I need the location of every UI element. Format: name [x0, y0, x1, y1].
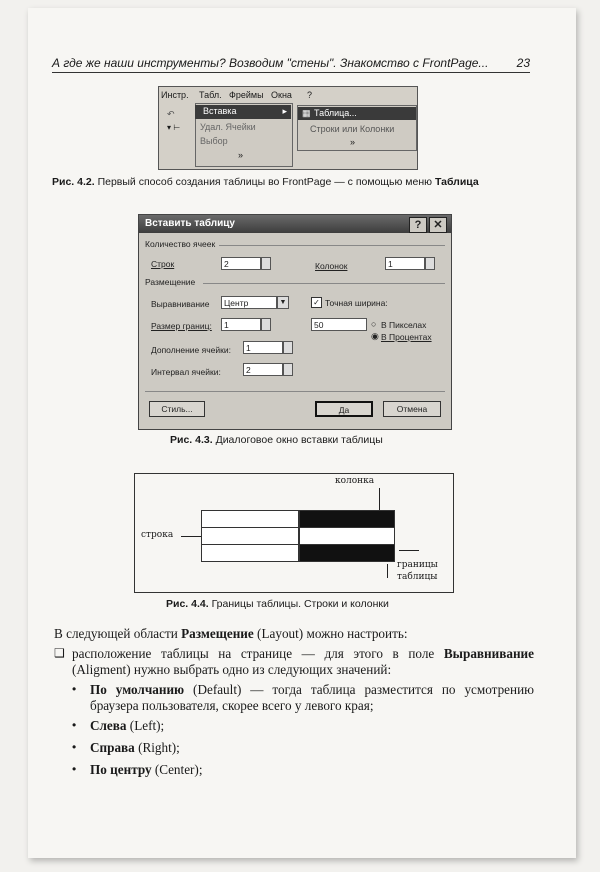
borders-label-1: границы — [397, 560, 438, 570]
fig43-caption-label: Рис. 4.3. — [170, 434, 213, 446]
fig44-caption-text: Границы таблицы. Строки и колонки — [211, 598, 389, 610]
menu-tools[interactable]: Инстр. — [161, 90, 189, 100]
submenu-item-table[interactable] — [298, 107, 416, 120]
chevron-down-icon[interactable]: ▼ — [277, 296, 289, 309]
fig42-menu-screenshot — [158, 86, 418, 170]
table-cell — [299, 544, 395, 562]
fig44-caption-label: Рис. 4.4. — [166, 598, 209, 610]
dialog-title: Вставить таблицу — [145, 218, 235, 229]
list-bold: Справа — [90, 740, 135, 755]
list-text: браузера пользователя, скорее всего у левого края; — [90, 698, 374, 713]
insert-submenu — [297, 105, 417, 151]
spacing-input[interactable]: 2 — [243, 363, 283, 376]
insert-table-dialog — [138, 214, 452, 430]
width-input[interactable]: 50 — [311, 318, 367, 331]
submenu-arrow-icon: ▸ — [282, 106, 287, 116]
cols-input[interactable]: 1 — [385, 257, 425, 270]
radio-pct[interactable]: ◉ — [371, 331, 379, 341]
fig43-caption-text: Диалоговое окно вставки таблицы — [215, 434, 383, 446]
list-bold: Выравнивание — [443, 646, 534, 661]
fig44-caption — [166, 598, 389, 610]
radio-pct-label: В Процентах — [381, 332, 432, 342]
paragraph — [54, 626, 534, 642]
dialog-titlebar — [139, 215, 451, 233]
fig44-table-diagram — [134, 473, 454, 593]
spacing-spinner[interactable] — [283, 363, 293, 376]
bullet-icon: • — [72, 718, 77, 732]
menu-item-insert[interactable] — [195, 105, 291, 119]
bullet-icon: • — [72, 762, 77, 776]
border-input[interactable]: 1 — [221, 318, 261, 331]
menu-bar — [159, 89, 417, 103]
list-item — [72, 646, 534, 678]
padding-spinner[interactable] — [283, 341, 293, 354]
group-divider — [219, 245, 445, 246]
ok-button[interactable]: Да — [315, 401, 373, 417]
border-pointer — [387, 564, 388, 578]
menu-windows[interactable]: Окна — [271, 90, 292, 100]
border-pointer — [399, 550, 419, 551]
submenu-item-rows-cols[interactable]: Строки или Колонки — [310, 124, 395, 134]
padding-label: Дополнение ячейки: — [151, 345, 231, 355]
radio-px[interactable]: ○ — [371, 319, 377, 329]
list-bold: По умолчанию — [90, 682, 185, 697]
table-cell — [201, 510, 299, 528]
row-label: строка — [141, 530, 174, 540]
menu-help[interactable]: ? — [307, 90, 313, 100]
list-text: (Default) — тогда таблица разместится по усмотрению — [193, 682, 534, 697]
submenu-more-icon[interactable]: » — [350, 137, 356, 147]
fig42-caption-label: Рис. 4.2. — [52, 176, 95, 188]
radio-px-label: В Пикселах — [381, 320, 427, 330]
paragraph-bold: Размещение — [181, 626, 254, 641]
list-item — [90, 740, 534, 756]
list-text: расположение таблицы на странице — для этого в поле — [72, 646, 435, 661]
align-select[interactable]: Центр — [221, 296, 277, 309]
group-divider — [203, 283, 445, 284]
close-icon[interactable]: ✕ — [429, 217, 447, 233]
paragraph-text: (Layout) можно настроить: — [257, 626, 408, 641]
list-text: (Right); — [138, 740, 180, 755]
cols-label: Колонок — [315, 261, 348, 271]
table-icon: ▦ — [302, 108, 311, 118]
fig42-caption-text: Первый способ создания таблицы во FrontPage — с помощью меню — [97, 176, 433, 188]
menu-item-insert-label: Вставка — [203, 106, 237, 116]
style-button[interactable]: Стиль... — [149, 401, 205, 417]
cancel-button[interactable]: Отмена — [383, 401, 441, 417]
width-check-label: Точная ширина: — [325, 298, 388, 308]
group-size-label: Количество ячеек — [145, 239, 216, 249]
list-text: (Aligment) нужно выбрать одно из следующих значений: — [72, 662, 392, 677]
menu-table[interactable]: Табл. — [199, 90, 222, 100]
list-item — [90, 762, 534, 778]
group-layout-label: Размещение — [145, 277, 196, 287]
borders-label-2: таблицы — [397, 572, 438, 582]
submenu-item-table-label: Таблица... — [314, 108, 357, 118]
cols-spinner[interactable] — [425, 257, 435, 270]
header-title: А где же наши инструменты? Возводим "стены". Знакомство с FrontPage... — [52, 56, 489, 70]
table-cell — [299, 510, 395, 528]
table-cell — [201, 527, 299, 545]
toolbar-icons: ↶ ▾ ⊢ — [167, 109, 181, 132]
dialog-divider — [145, 391, 445, 392]
page-number: 23 — [516, 56, 530, 70]
fig42-caption — [52, 176, 542, 188]
column-pointer — [379, 488, 380, 510]
table-cell — [201, 544, 299, 562]
list-bold: Слева — [90, 718, 127, 733]
bullet-icon: • — [72, 682, 77, 696]
menu-item-select[interactable]: Выбор — [200, 136, 228, 146]
more-chevron-icon[interactable]: » — [238, 150, 244, 160]
menu-item-delete-cells[interactable]: Удал. Ячейки — [200, 122, 256, 132]
width-checkbox[interactable]: ✓ — [311, 297, 322, 308]
list-text: (Left); — [129, 718, 165, 733]
padding-input[interactable]: 1 — [243, 341, 283, 354]
fig43-caption — [170, 434, 383, 446]
running-header — [52, 56, 530, 73]
border-spinner[interactable] — [261, 318, 271, 331]
list-item — [90, 718, 534, 734]
align-label: Выравнивание — [151, 299, 210, 309]
row-pointer — [181, 536, 201, 537]
border-label: Размер границ: — [151, 321, 212, 331]
list-item — [90, 682, 534, 714]
list-bold: По центру — [90, 762, 152, 777]
list-text: (Center); — [154, 762, 203, 777]
bullet-icon: • — [72, 740, 77, 754]
column-label: колонка — [335, 476, 375, 486]
help-button[interactable]: ? — [409, 217, 427, 233]
paragraph-text: В следующей области — [54, 626, 178, 641]
rows-spinner[interactable] — [261, 257, 271, 270]
table-cell — [299, 527, 395, 545]
checkbox-bullet-icon: ❑ — [54, 646, 65, 660]
rows-label: Строк — [151, 259, 175, 269]
rows-input[interactable]: 2 — [221, 257, 261, 270]
spacing-label: Интервал ячейки: — [151, 367, 221, 377]
menu-frames[interactable]: Фреймы — [229, 90, 264, 100]
fig42-caption-bold: Таблица — [434, 176, 479, 188]
